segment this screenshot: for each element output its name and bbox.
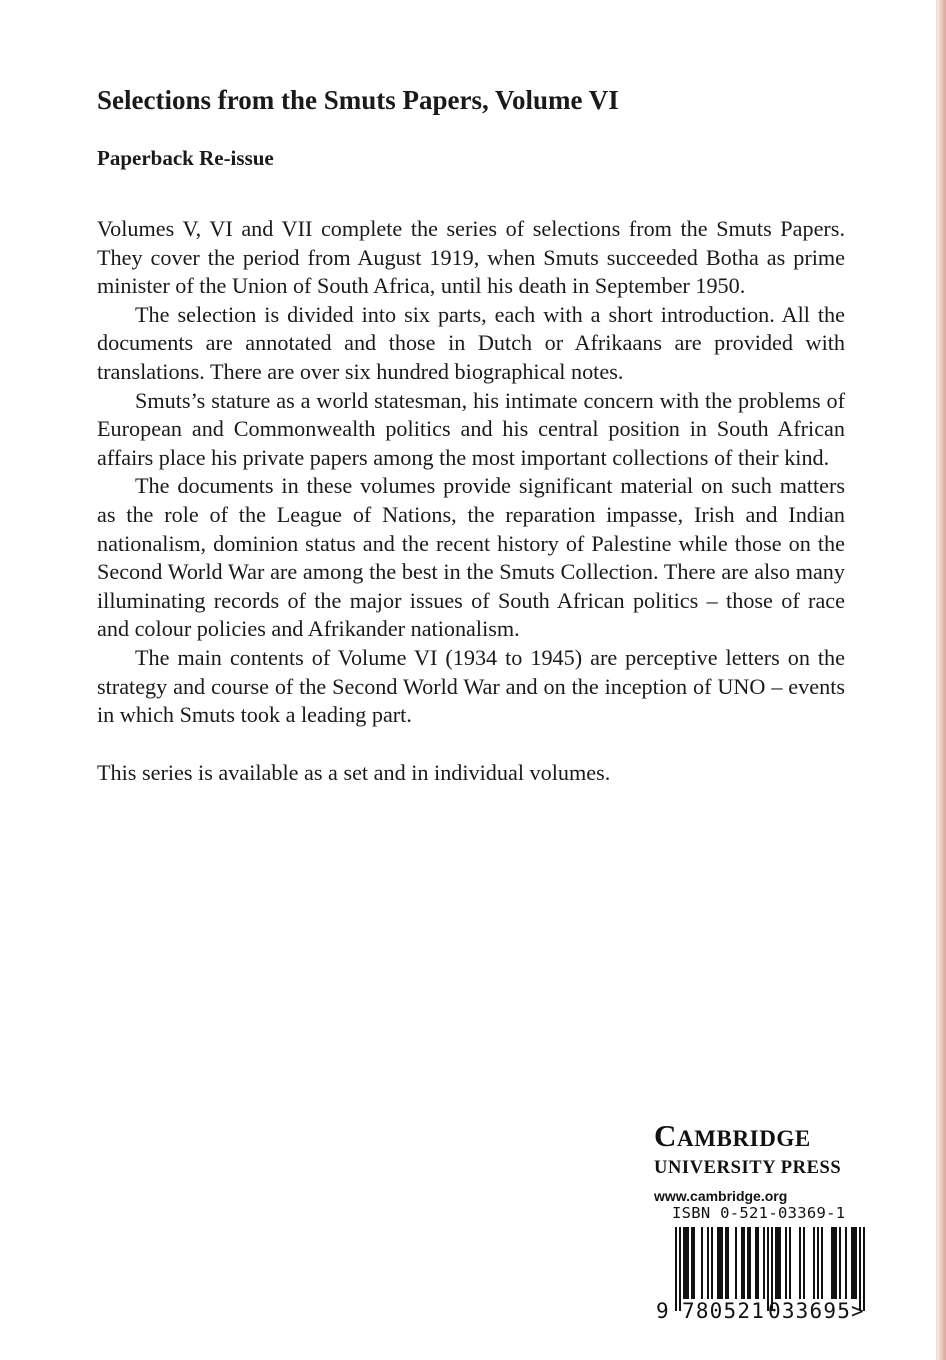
blurb-paragraph: The documents in these volumes provide significant material on such matters as the role of the League of Nations, the reparation impasse, Irish and Indian nationalism, dominion status and the recent history of Palestine while those on the Second World War are among the best in the Smuts Collection. There are also many illuminating records of the major issues of South African politics – those of race and colour policies and Afrikander nationalism. — [97, 473, 845, 642]
barcode-bar — [675, 1227, 677, 1311]
barcode-bar — [711, 1227, 713, 1299]
barcode-digits-right: 033695 — [768, 1299, 852, 1323]
blurb-paragraph: Volumes V, VI and VII complete the series of selections from the Smuts Papers. They cover the period from August 1919, when Smuts succeeded Botha as prime minister of the Union of South Africa, until his death in September 1950. — [97, 216, 845, 299]
barcode-bar — [839, 1227, 841, 1299]
blurb-paragraph: The selection is divided into six parts, each with a short introduction. All the documents are annotated and those in Dutch or Afrikaans are provided with translations. There are over six hundred biographical notes. — [97, 301, 845, 384]
barcode-bar — [693, 1227, 695, 1299]
barcode-bar — [845, 1227, 847, 1299]
barcode-bar — [725, 1227, 727, 1299]
barcode-bar — [701, 1227, 703, 1299]
barcode-bar — [855, 1227, 857, 1299]
barcode-bar — [779, 1227, 781, 1299]
barcode-bar — [817, 1227, 819, 1299]
barcode-bar — [853, 1227, 855, 1299]
barcode-bar — [763, 1227, 765, 1299]
barcode-bar — [803, 1227, 805, 1299]
barcode-bar — [691, 1227, 693, 1299]
barcode-bar — [721, 1227, 723, 1299]
barcode-bar — [755, 1227, 757, 1299]
publisher-url: www.cambridge.org — [654, 1188, 788, 1204]
barcode-bar — [785, 1227, 787, 1299]
publisher-name-initial: C — [654, 1118, 677, 1153]
barcode-bar — [735, 1227, 737, 1299]
blurb-paragraph: Smuts’s stature as a world statesman, his intimate concern with the problems of European and Commonwealth politics and his central position in South African affairs place his private papers among the most important collections of their kind. — [97, 387, 845, 470]
barcode-bar — [757, 1227, 759, 1299]
barcode-bar — [833, 1227, 835, 1299]
barcode-bar — [679, 1227, 681, 1311]
barcode-bar — [835, 1227, 837, 1299]
publisher-block — [654, 1118, 869, 1206]
blurb — [97, 215, 845, 730]
barcode-bar — [747, 1227, 749, 1299]
availability-note: This series is available as a set and in individual volumes. — [97, 759, 611, 785]
barcode-bar — [743, 1227, 745, 1299]
barcode-bar — [749, 1227, 751, 1299]
spine-edge — [937, 0, 946, 1360]
barcode-lead-digit: 9 — [656, 1299, 670, 1323]
barcode-bar — [685, 1227, 687, 1299]
barcode-bar — [683, 1227, 685, 1299]
barcode-bar — [687, 1227, 689, 1299]
book-title: Selections from the Smuts Papers, Volume VI — [97, 85, 619, 115]
barcode-bar — [799, 1227, 801, 1299]
barcode-bar — [831, 1227, 833, 1299]
barcode-bar — [777, 1227, 779, 1299]
barcode-bar — [719, 1227, 721, 1299]
edition-label: Paperback Re-issue — [97, 146, 274, 170]
blurb-paragraph: The main contents of Volume VI (1934 to 1945) are perceptive letters on the strategy and course of the Second World War and on the inception of UNO – events in which Smuts took a leading part. — [97, 644, 845, 728]
back-cover-text — [97, 82, 845, 787]
isbn-label: ISBN 0-521-03369-1 — [672, 1204, 846, 1222]
barcode-bar — [789, 1227, 791, 1299]
publisher-name — [654, 1118, 869, 1154]
publisher-name-rest: AMBRIDGE — [677, 1126, 811, 1151]
publisher-press: UNIVERSITY PRESS — [654, 1158, 842, 1178]
barcode-bar — [741, 1227, 743, 1299]
barcode-bar — [707, 1227, 709, 1299]
barcode-bar — [727, 1227, 729, 1299]
barcode-end-mark: > — [851, 1299, 865, 1323]
barcode-bar — [717, 1227, 719, 1299]
barcode-bar — [851, 1227, 853, 1299]
barcode-bar — [821, 1227, 823, 1299]
barcode-bar — [813, 1227, 815, 1299]
barcode-digits-left: 780521 — [682, 1299, 766, 1323]
barcode-bar — [775, 1227, 777, 1299]
